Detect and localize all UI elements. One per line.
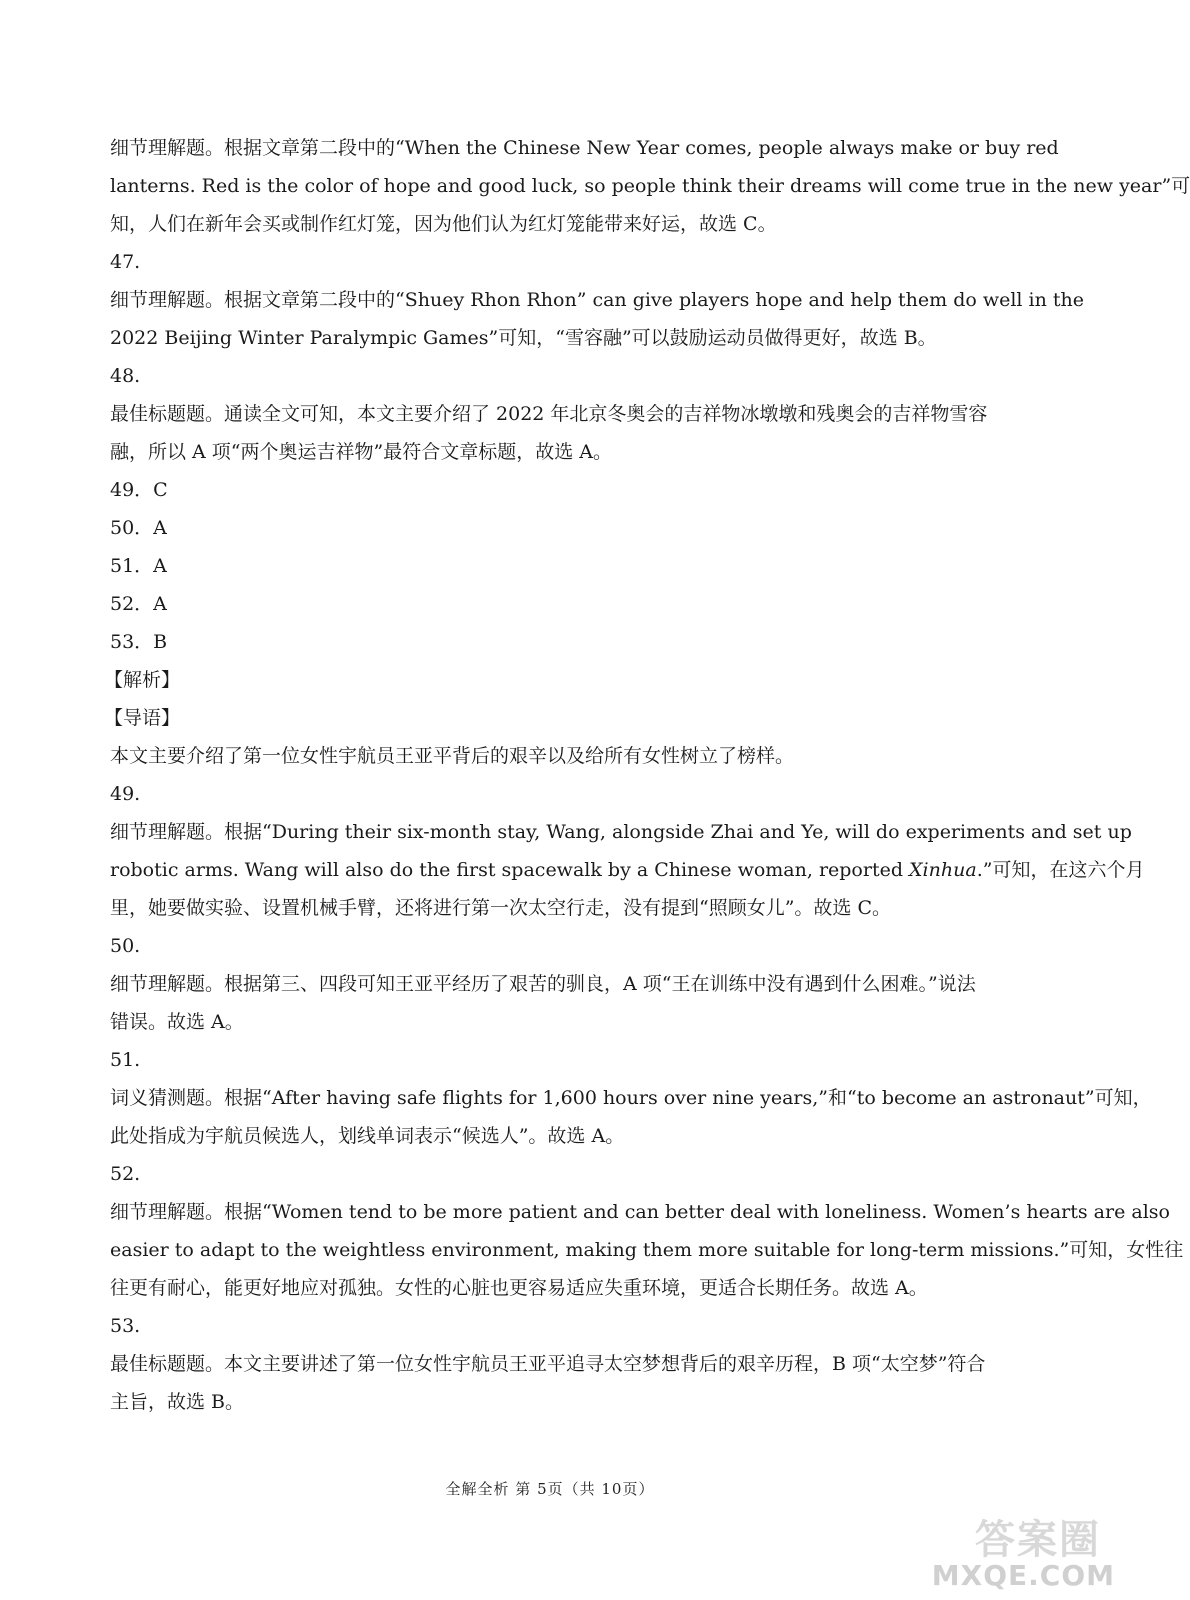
text-line: 最佳标题题。本文主要讲述了第一位女性宇航员王亚平追寻太空梦想背后的艰辛历程，B 项“太空梦”符合 (110, 1353, 986, 1375)
text-line: 本文主要介绍了第一位女性宇航员王亚平背后的艰辛以及给所有女性树立了榜样。 (110, 745, 795, 767)
text-line: lanterns. Red is the color of hope and good luck, so people think their dreams will come true in the new year”可 (110, 175, 1190, 197)
text-segment: .”可知，在这六个月 (976, 859, 1145, 881)
text-line: 细节理解题。根据“Women tend to be more patient and can better deal with loneliness. Women’s hearts are also (110, 1201, 1170, 1223)
answer-key: 49．C (110, 479, 168, 501)
text-line: 错误。故选 A。 (110, 1011, 244, 1033)
text-line: 细节理解题。根据第三、四段可知王亚平经历了艰苦的驯良，A 项“王在训练中没有遇到什么困难。”说法 (110, 973, 976, 995)
text-line: 此处指成为宇航员候选人，划线单词表示“候选人”。故选 A。 (110, 1125, 625, 1147)
text-line: 知，人们在新年会买或制作红灯笼，因为他们认为红灯笼能带来好运，故选 C。 (110, 213, 777, 235)
text-line: 细节理解题。根据文章第二段中的“Shuey Rhon Rhon” can give players hope and help them do well in the (110, 289, 1085, 311)
text-line: 词义猜测题。根据“After having safe flights for 1,600 hours over nine years,”和“to become an astronaut”可知， (110, 1087, 1152, 1109)
page-footer: 全解全析 第 5页（共 10页） (445, 1480, 655, 1498)
question-number: 47. (110, 251, 141, 273)
text-line: 细节理解题。根据文章第二段中的“When the Chinese New Year comes, people always make or buy red (110, 137, 1059, 159)
question-number: 49. (110, 783, 141, 805)
text-line: 主旨，故选 B。 (110, 1391, 245, 1413)
watermark-logo (931, 1502, 1115, 1592)
text-line: easier to adapt to the weightless environment, making them more suitable for long-term missions.”可知，女性往 (110, 1239, 1184, 1261)
text-line: 2022 Beijing Winter Paralympic Games”可知，“雪容融”可以鼓励运动员做得更好，故选 B。 (110, 327, 937, 349)
text-segment: robotic arms. Wang will also do the first spacewalk by a Chinese woman, reported (110, 859, 910, 881)
text-line: 细节理解题。根据“During their six-month stay, Wang, alongside Zhai and Ye, will do experiments and set up (110, 821, 1132, 843)
answer-key: 51．A (110, 555, 167, 577)
section-heading-analysis: 【解析】 (104, 669, 181, 691)
text-line: 里，她要做实验、设置机械手臂，还将进行第一次太空行走，没有提到“照顾女儿”。故选 C。 (110, 897, 892, 919)
watermark-text: 答案圈 (975, 1517, 1101, 1563)
section-heading-intro: 【导语】 (104, 707, 181, 729)
answer-explanations (104, 129, 1190, 1421)
text-line (110, 851, 1145, 889)
text-line: 往更有耐心，能更好地应对孤独。女性的心脏也更容易适应失重环境，更适合长期任务。故选 A。 (110, 1277, 928, 1299)
answer-key: 52．A (110, 593, 167, 615)
question-number: 52. (110, 1163, 141, 1185)
text-line: 融，所以 A 项“两个奥运吉祥物”最符合文章标题，故选 A。 (110, 441, 612, 463)
question-number: 50. (110, 935, 141, 957)
question-number: 48. (110, 365, 141, 387)
question-number: 51. (110, 1049, 141, 1071)
text-line: 最佳标题题。通读全文可知，本文主要介绍了 2022 年北京冬奥会的吉祥物冰墩墩和残奥会的吉祥物雪容 (110, 403, 988, 425)
question-number: 53. (110, 1315, 141, 1337)
italic-source: Xinhua (909, 859, 977, 881)
answer-key: 53．B (110, 631, 168, 653)
answer-key: 50．A (110, 517, 167, 539)
watermark-url: MXQE.COM (931, 1559, 1115, 1592)
